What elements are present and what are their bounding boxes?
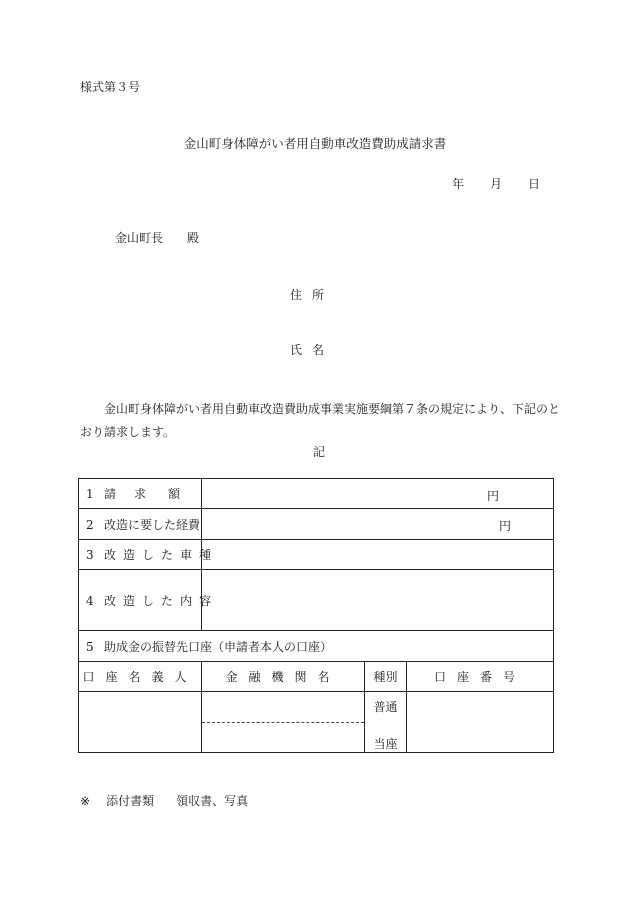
- attachment-label: 添付書類: [106, 794, 155, 808]
- body-text-line-2: おり請求します。: [80, 425, 176, 439]
- cost-value-field[interactable]: [202, 509, 554, 540]
- vehicle-value-field[interactable]: [202, 540, 554, 570]
- content-label: 4 改造した内容: [79, 570, 202, 631]
- cost-unit: 円: [499, 519, 512, 533]
- attachment-mark: ※: [80, 794, 91, 808]
- table-row-content: [79, 570, 554, 631]
- content-value-field[interactable]: [202, 570, 554, 631]
- body-text-line-1: 金山町身体障がい者用自動車改造費助成事業実施要綱第７条の規定により、下記のと: [104, 402, 561, 416]
- account-kind-field[interactable]: [365, 692, 407, 753]
- account-section-label: 5 助成金の振替先口座（申請者本人の口座）: [79, 631, 554, 662]
- table-row-account-headers: [79, 662, 554, 692]
- header-bank-name: 金融機関名: [202, 662, 365, 692]
- form-number: 様式第３号: [80, 80, 141, 94]
- amount-unit: 円: [487, 489, 500, 503]
- table-row-vehicle: [79, 540, 554, 570]
- kind-current[interactable]: 当座: [373, 737, 398, 751]
- addressee: [115, 232, 199, 244]
- ki-heading: 記: [313, 445, 326, 459]
- name-label: 氏名: [290, 343, 335, 357]
- addressee-name: 金山町長: [115, 231, 164, 245]
- bank-name-upper[interactable]: [202, 692, 364, 723]
- header-account-kind: 種別: [365, 662, 407, 692]
- date-month: 月: [490, 177, 503, 191]
- attachment-items: 領収書、写真: [176, 794, 249, 808]
- bank-name-lower[interactable]: [202, 723, 364, 753]
- vehicle-label: 3 改造した車種: [79, 540, 202, 570]
- account-number-field[interactable]: [407, 692, 554, 753]
- kind-ordinary[interactable]: 普通: [373, 700, 398, 714]
- request-table: [78, 478, 554, 753]
- addressee-honorific: 殿: [187, 231, 200, 245]
- header-account-number: 口座番号: [407, 662, 554, 692]
- table-row-account-values: [79, 692, 554, 753]
- header-account-holder: 口座名義人: [79, 662, 202, 692]
- address-label: 住所: [290, 288, 335, 302]
- amount-value-field[interactable]: [202, 479, 554, 509]
- attachment-note: [80, 795, 248, 807]
- document-title: 金山町身体障がい者用自動車改造費助成請求書: [183, 136, 447, 151]
- table-row-account-title: [79, 631, 554, 662]
- table-row-cost: [79, 509, 554, 540]
- date-line: [452, 178, 540, 190]
- cost-label: 2 改造に要した経費: [79, 509, 202, 540]
- amount-label: 1 請 求 額: [79, 479, 202, 509]
- account-holder-field[interactable]: [79, 692, 202, 753]
- date-day: 日: [528, 177, 541, 191]
- table-row-amount: [79, 479, 554, 509]
- date-year: 年: [452, 177, 465, 191]
- bank-name-field[interactable]: [202, 692, 365, 753]
